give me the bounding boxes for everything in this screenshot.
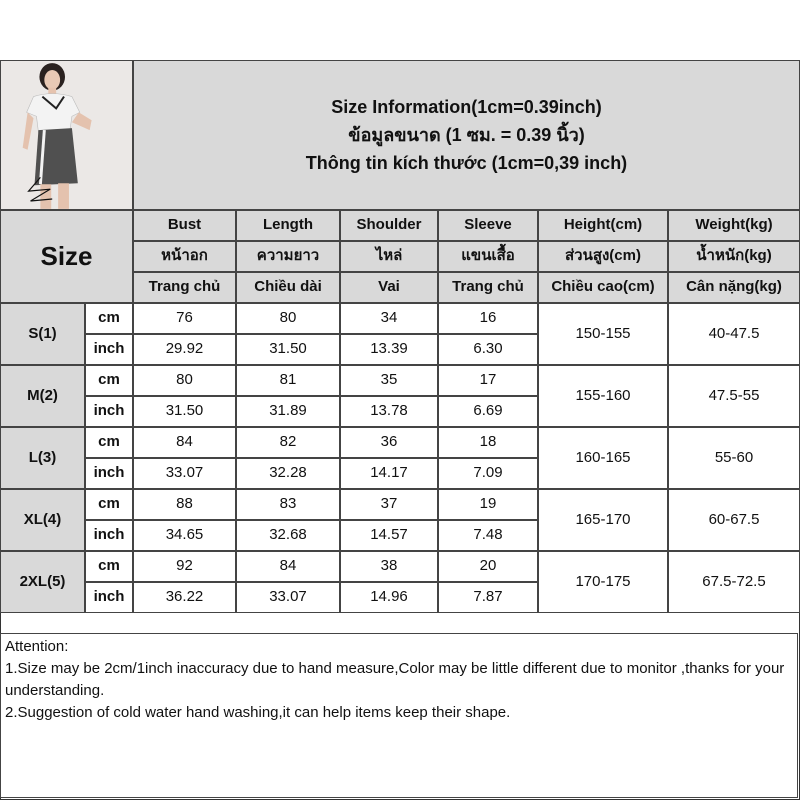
column-header-vi: Trang chủ [133, 272, 236, 303]
column-header-en: Height(cm) [538, 210, 668, 241]
column-header-th: ไหล่ [340, 241, 438, 272]
unit-label-cm: cm [85, 551, 133, 582]
inch-value-cell: 14.57 [340, 520, 438, 551]
inch-value-cell: 32.28 [236, 458, 340, 489]
title-vi: Thông tin kích thước (1cm=0,39 inch) [305, 153, 628, 173]
weight-range-cell: 67.5-72.5 [668, 551, 800, 613]
column-header-vi: Cân nặng(kg) [668, 272, 800, 303]
model-illustration [1, 60, 132, 210]
product-photo [0, 60, 133, 210]
title-en: Size Information(1cm=0.39inch) [331, 97, 602, 117]
column-header-th: น้ำหนัก(kg) [668, 241, 800, 272]
inch-value-cell: 6.69 [438, 396, 538, 427]
inch-value-cell: 31.89 [236, 396, 340, 427]
cm-value-cell: 34 [340, 303, 438, 334]
inch-value-cell: 13.78 [340, 396, 438, 427]
cm-value-cell: 82 [236, 427, 340, 458]
cm-value-cell: 76 [133, 303, 236, 334]
unit-label-cm: cm [85, 427, 133, 458]
inch-value-cell: 14.17 [340, 458, 438, 489]
inch-value-cell: 7.87 [438, 582, 538, 613]
column-header-vi: Chiều dài [236, 272, 340, 303]
cm-value-cell: 18 [438, 427, 538, 458]
weight-range-cell: 47.5-55 [668, 365, 800, 427]
unit-label-cm: cm [85, 303, 133, 334]
size-column-header: Size [0, 210, 133, 303]
size-label: L(3) [0, 427, 85, 489]
cm-value-cell: 16 [438, 303, 538, 334]
column-header-en: Sleeve [438, 210, 538, 241]
size-label: M(2) [0, 365, 85, 427]
height-range-cell: 170-175 [538, 551, 668, 613]
cm-value-cell: 19 [438, 489, 538, 520]
cm-value-cell: 17 [438, 365, 538, 396]
inch-value-cell: 29.92 [133, 334, 236, 365]
column-header-vi: Trang chủ [438, 272, 538, 303]
title-block [133, 60, 800, 210]
inch-value-cell: 34.65 [133, 520, 236, 551]
inch-value-cell: 13.39 [340, 334, 438, 365]
height-range-cell: 155-160 [538, 365, 668, 427]
cm-value-cell: 37 [340, 489, 438, 520]
height-range-cell: 165-170 [538, 489, 668, 551]
attention-line-1: 1.Size may be 2cm/1inch inaccuracy due to hand measure,Color may be little different due to monitor ,thanks for your understanding. [5, 660, 785, 699]
cm-value-cell: 35 [340, 365, 438, 396]
inch-value-cell: 31.50 [133, 396, 236, 427]
weight-range-cell: 60-67.5 [668, 489, 800, 551]
cm-value-cell: 84 [236, 551, 340, 582]
cm-value-cell: 80 [236, 303, 340, 334]
inch-value-cell: 7.48 [438, 520, 538, 551]
size-label: 2XL(5) [0, 551, 85, 613]
column-header-vi: Vai [340, 272, 438, 303]
unit-label-cm: cm [85, 489, 133, 520]
attention-heading: Attention: [5, 638, 69, 655]
unit-label-inch: inch [85, 334, 133, 365]
column-header-en: Weight(kg) [668, 210, 800, 241]
unit-label-cm: cm [85, 365, 133, 396]
cm-value-cell: 20 [438, 551, 538, 582]
inch-value-cell: 31.50 [236, 334, 340, 365]
height-range-cell: 160-165 [538, 427, 668, 489]
inch-value-cell: 33.07 [133, 458, 236, 489]
unit-label-inch: inch [85, 582, 133, 613]
column-header-th: แขนเสื้อ [438, 241, 538, 272]
height-range-cell: 150-155 [538, 303, 668, 365]
column-header-en: Shoulder [340, 210, 438, 241]
column-header-en: Length [236, 210, 340, 241]
unit-label-inch: inch [85, 520, 133, 551]
cm-value-cell: 92 [133, 551, 236, 582]
inch-value-cell: 36.22 [133, 582, 236, 613]
cm-value-cell: 83 [236, 489, 340, 520]
column-header-th: ส่วนสูง(cm) [538, 241, 668, 272]
size-label: XL(4) [0, 489, 85, 551]
column-header-en: Bust [133, 210, 236, 241]
unit-label-inch: inch [85, 396, 133, 427]
inch-value-cell: 6.30 [438, 334, 538, 365]
column-header-vi: Chiều cao(cm) [538, 272, 668, 303]
inch-value-cell: 33.07 [236, 582, 340, 613]
column-header-th: หน้าอก [133, 241, 236, 272]
cm-value-cell: 88 [133, 489, 236, 520]
attention-notes [0, 633, 798, 798]
inch-value-cell: 7.09 [438, 458, 538, 489]
cm-value-cell: 81 [236, 365, 340, 396]
cm-value-cell: 84 [133, 427, 236, 458]
cm-value-cell: 80 [133, 365, 236, 396]
column-header-th: ความยาว [236, 241, 340, 272]
inch-value-cell: 14.96 [340, 582, 438, 613]
attention-line-2: 2.Suggestion of cold water hand washing,it can help items keep their shape. [5, 704, 511, 721]
inch-value-cell: 32.68 [236, 520, 340, 551]
weight-range-cell: 55-60 [668, 427, 800, 489]
cm-value-cell: 36 [340, 427, 438, 458]
size-label: S(1) [0, 303, 85, 365]
title-th: ข้อมูลขนาด (1 ซม. = 0.39 นิ้ว) [348, 125, 585, 145]
unit-label-inch: inch [85, 458, 133, 489]
weight-range-cell: 40-47.5 [668, 303, 800, 365]
cm-value-cell: 38 [340, 551, 438, 582]
